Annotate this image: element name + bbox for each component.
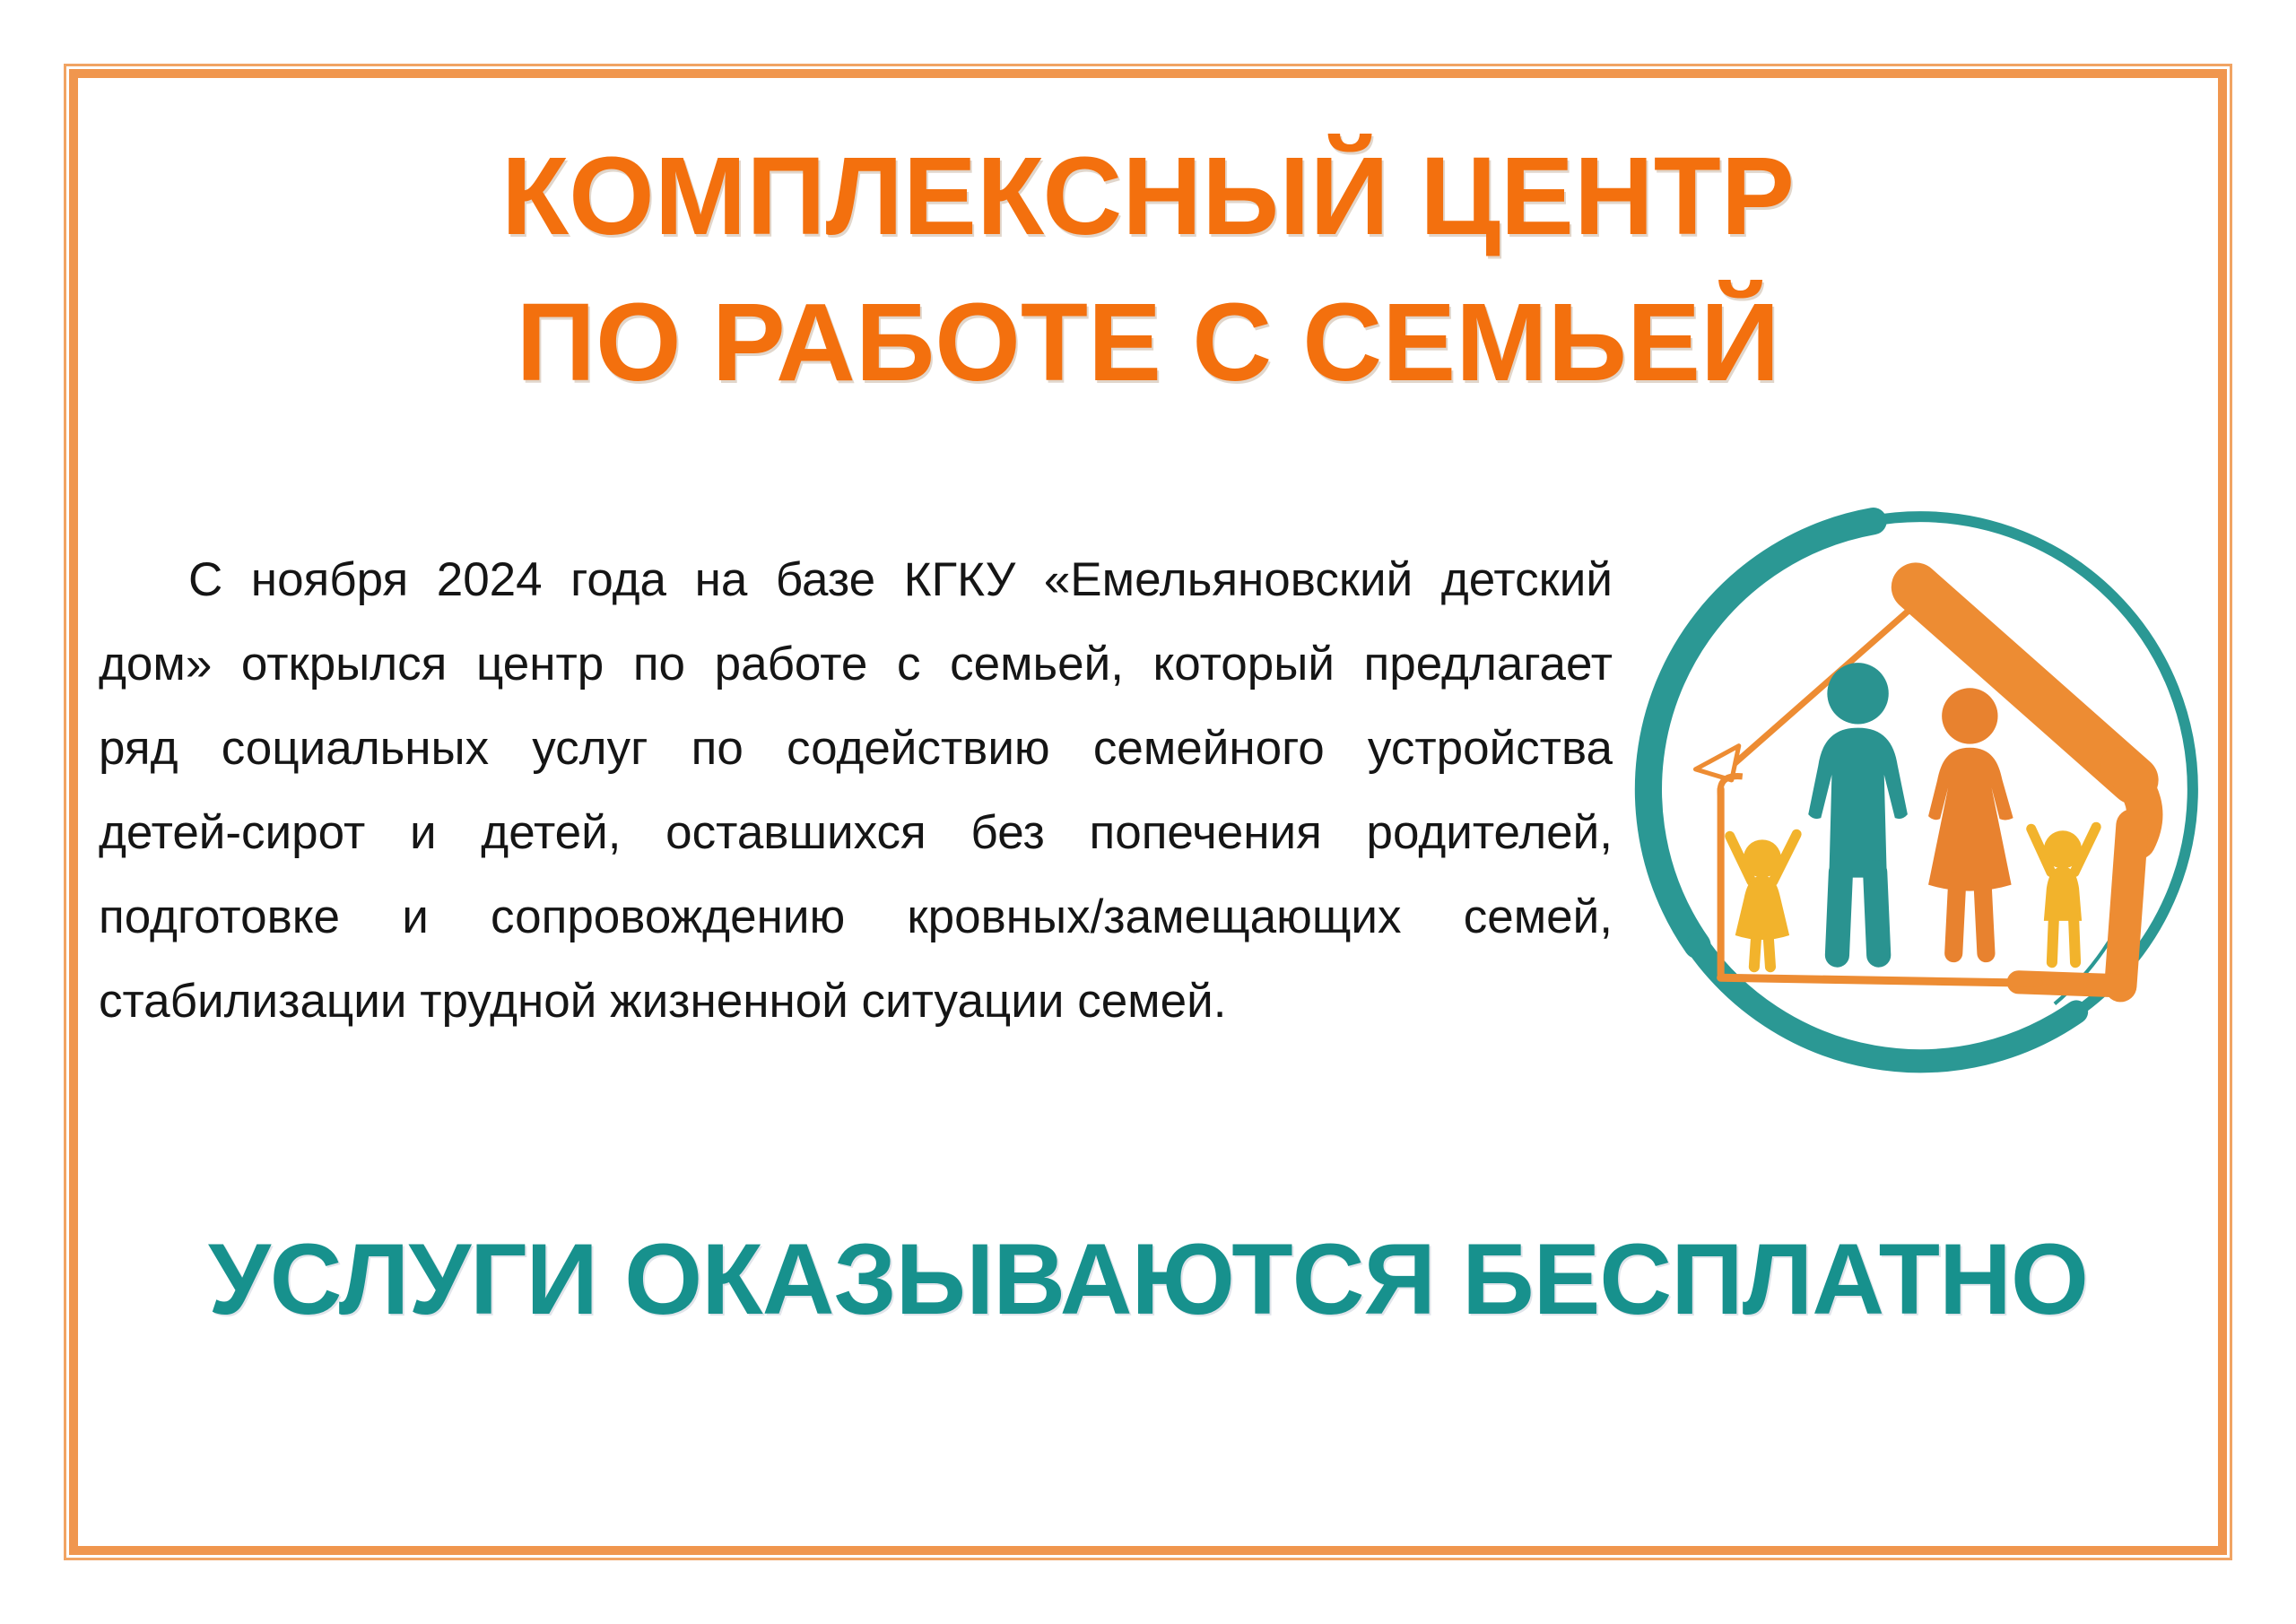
paragraph-line: дом» открылся центр по работе с семьей, который предлагает [99,638,1613,690]
logo-mother-figure [1928,688,2013,953]
free-services-banner: УСЛУГИ ОКАЗЫВАЮТСЯ БЕСПЛАТНО [207,1223,2088,1335]
paragraph-line: стабилизации трудной жизненной ситуации семей. [99,975,1227,1028]
logo-son-figure [2031,827,2096,962]
logo-daughter-figure [1730,834,1796,967]
intro-paragraph [99,538,1613,1044]
page-title [0,124,2296,416]
paragraph-line: детей-сирот и детей, оставшихся без попечения родителей, [99,806,1613,859]
paragraph-line: подготовке и сопровождению кровных/замещающих семей, [99,890,1613,943]
page-title-line-2: ПО РАБОТЕ С СЕМЬЕЙ [516,282,1780,404]
paragraph-line: С ноября 2024 года на базе КГКУ «Емельяновский детский [188,553,1613,606]
page-title-line-1: КОМПЛЕКСНЫЙ ЦЕНТР [501,135,1795,258]
logo-father-figure [1808,663,1908,955]
paragraph-line: ряд социальных услуг по содействию семейного устройства [99,722,1613,775]
family-house-logo-icon [1631,499,2212,1085]
